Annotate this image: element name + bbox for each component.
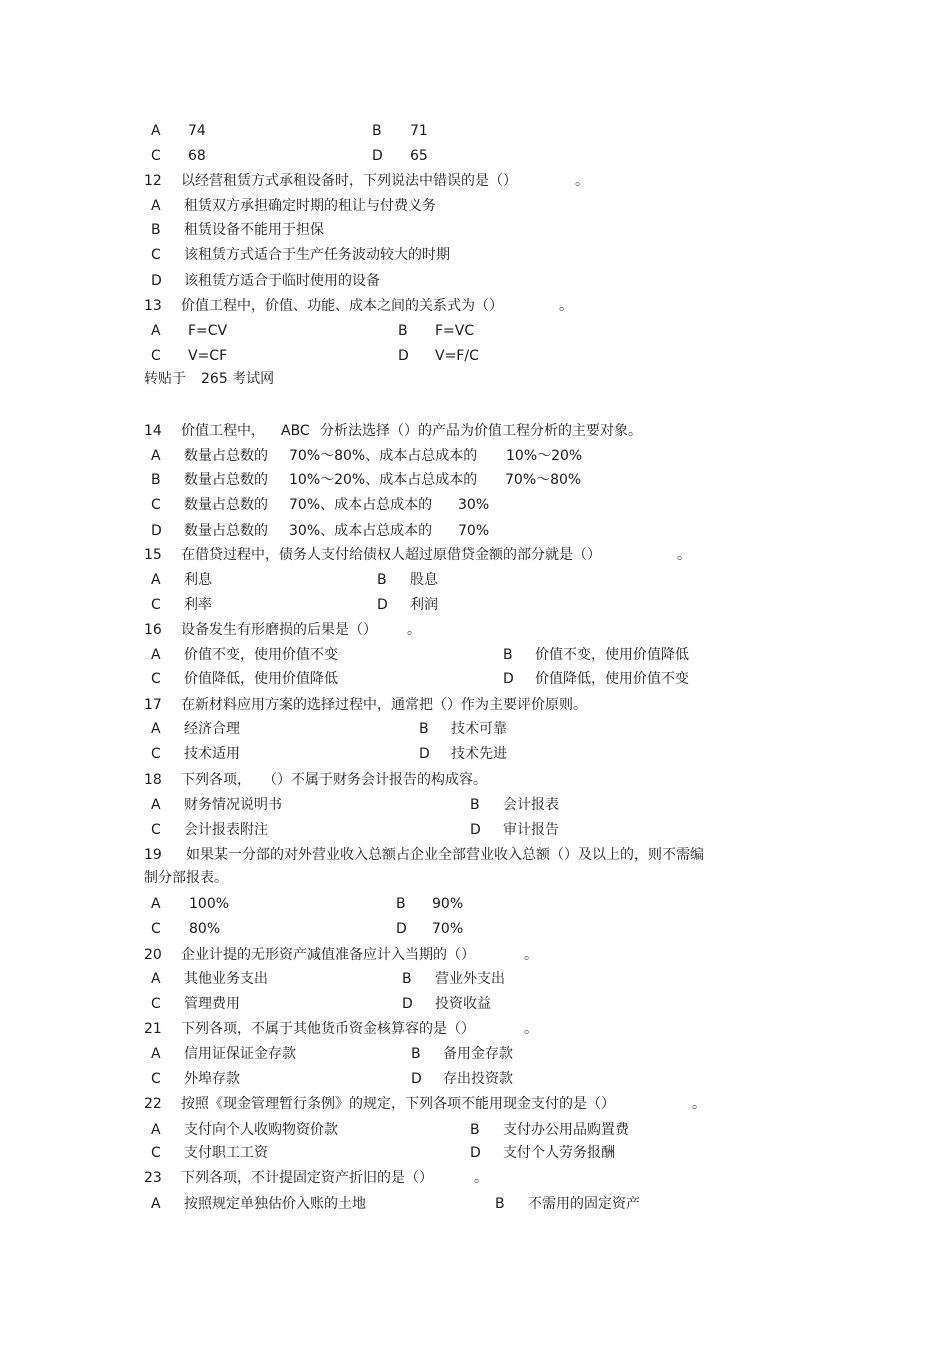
option-letter: C (151, 497, 161, 513)
option-letter: D (151, 273, 162, 289)
option-text: 该租赁方式适合于生产任务波动较大的时期 (184, 247, 450, 263)
question-number: 17 (144, 697, 162, 713)
option-text: 70%～80% (505, 472, 582, 488)
option-text: 利润 (410, 597, 438, 613)
option-letter: B (402, 971, 412, 987)
option-text: 数量占总数的 (184, 472, 268, 488)
option-text: 会计报表 (503, 797, 559, 813)
option-text: 营业外支出 (435, 971, 505, 987)
option-text: 30% (458, 497, 490, 513)
option-text: 70% (432, 921, 464, 937)
option-text: 技术先进 (451, 746, 507, 762)
option-text: 管理费用 (184, 996, 240, 1012)
option-text: 数量占总数的 (184, 448, 268, 464)
question-stem: 价值工程中，价值、功能、成本之间的关系式为（） (181, 298, 503, 314)
question-stem: 按照《现金管理暂行条例》的规定，下列各项不能用现金支付的是（） (181, 1096, 615, 1112)
option-letter: B (495, 1196, 505, 1212)
option-letter: B (151, 222, 161, 238)
option-text: 70%、成本占总成本的 (289, 497, 433, 513)
option-letter: B (470, 1122, 480, 1138)
question-stem: 设备发生有形磨损的后果是（） (181, 622, 377, 638)
question-number: 20 (144, 947, 162, 963)
option-letter: C (151, 746, 161, 762)
option-text: 价值不变，使用价值不变 (184, 647, 338, 663)
option-letter: A (151, 572, 161, 588)
question-stem: 在借贷过程中，债务人支付给债权人超过原借贷金额的部分就是（） (181, 547, 601, 563)
option-text: 投资收益 (435, 996, 491, 1012)
option-letter: A (151, 797, 161, 813)
option-letter: B (398, 323, 408, 339)
question-stem-end: 。 (407, 622, 421, 638)
option-letter: B (419, 721, 429, 737)
question-stem-end: 。 (677, 547, 691, 563)
option-text: 价值降低，使用价值不变 (535, 671, 689, 687)
option-text: 支付办公用品购置费 (503, 1122, 629, 1138)
option-text: 利率 (184, 597, 212, 613)
option-text: 70% (458, 523, 490, 539)
option-letter: A (151, 896, 161, 912)
option-letter: D (377, 597, 388, 613)
option-letter: C (151, 822, 161, 838)
option-letter: C (151, 148, 161, 164)
option-text: 10%～20%、成本占总成本的 (289, 472, 478, 488)
option-letter: A (151, 971, 161, 987)
question-stem-end: 。 (692, 1096, 706, 1112)
option-text: 80% (189, 921, 221, 937)
question-stem: 企业计提的无形资产减值准备应计入当期的（） (181, 947, 475, 963)
question-stem-end: 。 (559, 298, 573, 314)
option-text: 74 (188, 123, 206, 139)
option-text: 租赁双方承担确定时期的租让与付费义务 (184, 198, 436, 214)
option-text: 10%～20% (506, 448, 583, 464)
option-letter: A (151, 647, 161, 663)
option-text: 90% (432, 896, 464, 912)
option-text: 技术可靠 (451, 721, 507, 737)
option-letter: A (151, 1046, 161, 1062)
question-number: 15 (144, 547, 162, 563)
question-number: 19 (144, 847, 162, 863)
option-letter: B (396, 896, 406, 912)
option-letter: A (151, 323, 161, 339)
option-text: V=F/C (435, 348, 479, 364)
question-number: 18 (144, 772, 162, 788)
option-letter: D (470, 1145, 481, 1161)
option-text: 备用金存款 (443, 1046, 513, 1062)
option-text: 利息 (184, 572, 212, 588)
question-stem: （）不属于财务会计报告的构成容。 (263, 772, 487, 788)
option-text: 技术适用 (184, 746, 240, 762)
option-letter: D (396, 921, 407, 937)
question-stem-end: 。 (524, 947, 538, 963)
option-letter: A (151, 448, 161, 464)
option-letter: D (411, 1071, 422, 1087)
repost-prefix: 转贴于 (144, 371, 186, 387)
option-text: 信用证保证金存款 (184, 1046, 296, 1062)
question-number: 21 (144, 1021, 162, 1037)
question-stem: 分析法选择（）的产品为价值工程分析的主要对象。 (320, 423, 642, 439)
option-text: F=VC (435, 323, 475, 339)
option-letter: C (151, 1145, 161, 1161)
question-number: 13 (144, 298, 162, 314)
option-letter: C (151, 247, 161, 263)
question-stem-end: 。 (524, 1021, 538, 1037)
option-text: 65 (410, 148, 428, 164)
option-text: 不需用的固定资产 (528, 1196, 640, 1212)
option-text: 30%、成本占总成本的 (289, 523, 433, 539)
option-text: 数量占总数的 (184, 523, 268, 539)
option-text: 租赁设备不能用于担保 (184, 222, 324, 238)
question-stem: 在新材料应用方案的选择过程中，通常把（）作为主要评价原则。 (181, 697, 587, 713)
option-letter: D (398, 348, 409, 364)
option-text: 其他业务支出 (184, 971, 268, 987)
option-letter: D (470, 822, 481, 838)
option-letter: A (151, 1196, 161, 1212)
option-text: 价值不变，使用价值降低 (535, 647, 689, 663)
option-letter: B (411, 1046, 421, 1062)
question-stem: 下列各项， (181, 772, 251, 788)
option-text: 股息 (410, 572, 438, 588)
option-letter: B (470, 797, 480, 813)
option-letter: C (151, 1071, 161, 1087)
option-letter: A (151, 123, 161, 139)
option-text: 价值降低，使用价值降低 (184, 671, 338, 687)
option-letter: C (151, 597, 161, 613)
option-letter: B (503, 647, 513, 663)
option-letter: A (151, 198, 161, 214)
question-stem-end: 。 (474, 1170, 488, 1186)
question-stem: 下列各项，不属于其他货币资金核算容的是（） (181, 1021, 475, 1037)
option-text: 70%～80%、成本占总成本的 (289, 448, 478, 464)
option-text: 财务情况说明书 (184, 797, 282, 813)
option-letter: A (151, 721, 161, 737)
question-number: 16 (144, 622, 162, 638)
question-number: 14 (144, 423, 162, 439)
option-letter: D (151, 523, 162, 539)
option-text: 支付向个人收购物资价款 (184, 1122, 338, 1138)
option-text: F=CV (188, 323, 228, 339)
option-text: 71 (410, 123, 428, 139)
option-letter: D (503, 671, 514, 687)
option-text: 按照规定单独估价入账的土地 (184, 1196, 366, 1212)
option-letter: B (372, 123, 382, 139)
option-letter: D (402, 996, 413, 1012)
option-text: 外埠存款 (184, 1071, 240, 1087)
option-letter: D (419, 746, 430, 762)
option-letter: B (377, 572, 387, 588)
option-text: 经济合理 (184, 721, 240, 737)
question-number: 23 (144, 1170, 162, 1186)
option-text: 100% (189, 896, 230, 912)
repost-source: 265 考试网 (201, 371, 275, 387)
question-stem: 如果某一分部的对外营业收入总额占企业全部营业收入总额（）及以上的，则不需编 (186, 847, 704, 863)
question-number: 22 (144, 1096, 162, 1112)
option-text: 会计报表附注 (184, 822, 268, 838)
option-text: V=CF (188, 348, 228, 364)
option-text: 68 (188, 148, 206, 164)
question-stem: 制分部报表。 (144, 870, 228, 886)
option-text: 支付个人劳务报酬 (503, 1145, 615, 1161)
question-stem: 价值工程中， (181, 423, 265, 439)
question-number: 12 (144, 173, 162, 189)
option-letter: C (151, 348, 161, 364)
option-text: 审计报告 (503, 822, 559, 838)
question-stem: 以经营租赁方式承租设备时，下列说法中错误的是（） (181, 173, 517, 189)
question-stem: ABC (281, 423, 310, 439)
option-text: 支付职工工资 (184, 1145, 268, 1161)
question-stem-end: 。 (575, 173, 589, 189)
option-letter: C (151, 921, 161, 937)
option-text: 数量占总数的 (184, 497, 268, 513)
option-letter: A (151, 1122, 161, 1138)
option-text: 存出投资款 (443, 1071, 513, 1087)
option-letter: B (151, 472, 161, 488)
option-letter: C (151, 996, 161, 1012)
option-text: 该租赁方适合于临时使用的设备 (184, 273, 380, 289)
question-stem: 下列各项，不计提固定资产折旧的是（） (181, 1170, 433, 1186)
option-letter: D (372, 148, 383, 164)
option-letter: C (151, 671, 161, 687)
